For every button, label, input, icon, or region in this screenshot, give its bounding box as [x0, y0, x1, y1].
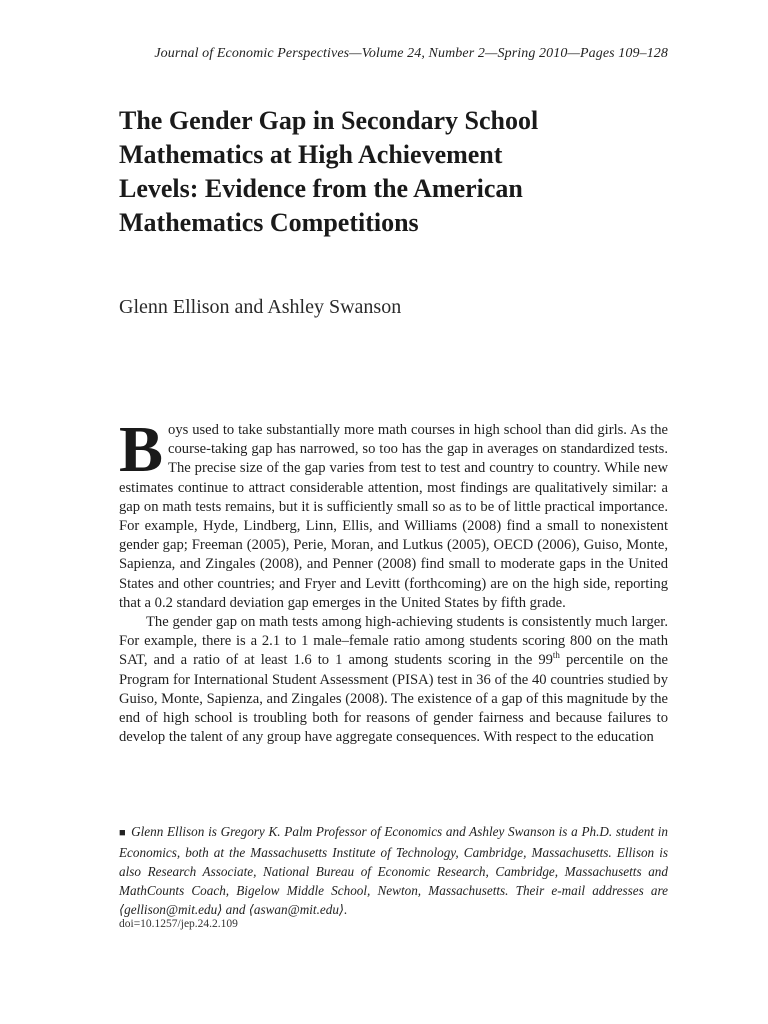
paragraph-text: The gender gap on math tests among high-achieving students is consistently much larger. For example, there is a 2.1 to 1 male–female ratio among students scoring 800 on the math SAT, and a ratio of at least 1.6 to 1 among students scoring in the 99 [119, 614, 668, 669]
running-head: Journal of Economic Perspectives—Volume 24, Number 2—Spring 2010—Pages 109–128 [154, 46, 668, 61]
drop-cap: B [119, 413, 164, 486]
superscript: th [552, 650, 560, 661]
square-bullet-icon: ■ [119, 827, 127, 839]
title-line: Levels: Evidence from the American [119, 174, 523, 203]
paragraph-second [119, 613, 668, 747]
title-line: Mathematics at High Achievement [119, 140, 503, 169]
article-body [119, 413, 668, 747]
doi-identifier: doi=10.1257/jep.24.2.109 [119, 918, 238, 930]
title-line: Mathematics Competitions [119, 208, 419, 237]
author-names: Glenn Ellison and Ashley Swanson [119, 296, 402, 318]
paragraph-text: oys used to take substantially more math courses in high school than did girls. As the course-taking gap has narrowed, so too has the gap in averages on standardized tests. The precise size of the gap varies from test to test and country to country. While new estimates continue to attract considerable attention, most findings are qualitatively similar: a gap on math tests remains, but it is sufficiently small so as to be of little practical importance. For example, Hyde, Lindberg, Linn, Ellis, and Williams (2008) find a small to nonexistent gender gap; Freeman (2005), Perie, Moran, and Lutkus (2005), OECD (2006), Guiso, Monte, Sapienza, and Zingales (2008), and Penner (2008) find small to moderate gaps in the United States and other countries; and Fryer and Levitt (forthcoming) are on the high side, reporting that a 0.2 standard deviation gap emerges in the United States by fifth grade. [119, 422, 668, 611]
footnote-text: Glenn Ellison is Gregory K. Palm Professor of Economics and Ashley Swanson is a Ph.D. student in Economics, both at the Massachusetts Institute of Technology, Cambridge, Massachusetts. Ellison is also Research Associate, National Bureau of Economic Research, Cambridge, Massachusetts and MathCounts Coach, Bigelow Middle School, Newton, Massachusetts. Their e-mail addresses are ⟨gellison@mit.edu⟩ and ⟨aswan@mit.edu⟩. [119, 824, 668, 917]
paragraph-intro [119, 413, 668, 613]
title-line: The Gender Gap in Secondary School [119, 106, 539, 135]
author-footnote [119, 822, 668, 919]
article-title [119, 104, 668, 240]
paragraph-text: percentile on the Program for International Student Assessment (PISA) test in 36 of the 40 countries studied by Guiso, Monte, Sapienza, and Zingales (2008). The existence of a gap of this magnitude by the end of high school is troubling both for reasons of gender fairness and because failures to develop the talent of any group have aggregate consequences. With respect to the education [119, 652, 668, 746]
